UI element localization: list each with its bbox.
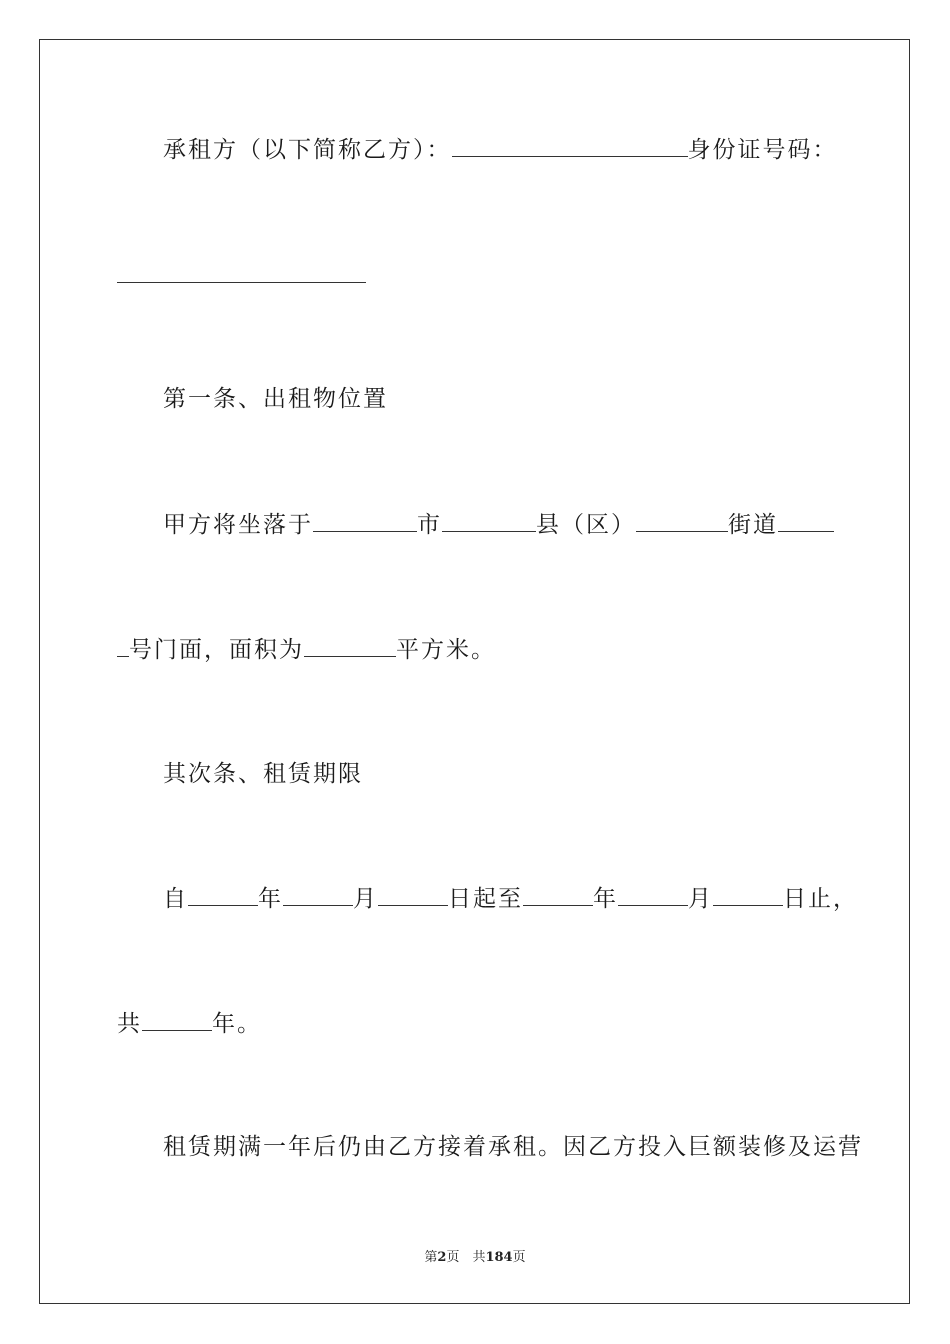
total-suffix: 年。 (212, 1011, 262, 1037)
area-line (117, 634, 496, 665)
year-label: 年 (258, 886, 283, 912)
street-blank[interactable] (636, 509, 728, 532)
end-day-blank[interactable] (713, 883, 783, 906)
footer-page-suffix: 页 (512, 1250, 526, 1265)
id-number-blank[interactable] (117, 282, 366, 283)
year-label-2: 年 (593, 886, 618, 912)
door-number-blank-1[interactable] (778, 509, 834, 532)
county-blank[interactable] (442, 509, 536, 532)
footer-page-number: 2 (437, 1250, 447, 1265)
start-month-blank[interactable] (283, 883, 353, 906)
footer-page-prefix: 第 (424, 1250, 438, 1265)
county-label: 县（区） (536, 512, 636, 538)
article2-title: 其次条、租赁期限 (163, 761, 363, 787)
day-to-label: 日止， (783, 886, 858, 912)
total-prefix: 共 (117, 1011, 142, 1037)
lessee-name-blank[interactable] (452, 134, 688, 157)
total-years-blank[interactable] (142, 1008, 212, 1031)
lessee-line (163, 134, 838, 165)
start-year-blank[interactable] (188, 883, 258, 906)
area-blank[interactable] (304, 634, 396, 657)
renewal-paragraph: 租赁期满一年后仍由乙方接着承租。因乙方投入巨额装修及运营 (163, 1134, 863, 1160)
date-range-line (163, 883, 858, 914)
location-prefix: 甲方将坐落于 (163, 512, 313, 538)
footer-total-pages: 184 (485, 1250, 513, 1265)
article1-title: 第一条、出租物位置 (163, 386, 388, 412)
city-blank[interactable] (313, 509, 417, 532)
day-from-label: 日起至 (448, 886, 523, 912)
page-border (39, 39, 910, 1304)
location-line (163, 509, 834, 540)
street-label: 街道 (728, 512, 778, 538)
from-label: 自 (163, 886, 188, 912)
id-label: 身份证号码： (687, 137, 838, 163)
city-label: 市 (417, 512, 442, 538)
end-year-blank[interactable] (523, 883, 593, 906)
door-suffix: 号门面，面积为 (129, 637, 304, 663)
door-number-blank-2[interactable] (117, 634, 129, 657)
month-label: 月 (353, 886, 378, 912)
lessee-label: 承租方（以下简称乙方）： (163, 137, 452, 163)
area-unit: 平方米。 (396, 637, 496, 663)
footer-page-mid: 页 共 (446, 1250, 486, 1265)
start-day-blank[interactable] (378, 883, 448, 906)
page-footer (0, 1246, 950, 1265)
month-label-2: 月 (688, 886, 713, 912)
total-years-line (117, 1008, 262, 1039)
end-month-blank[interactable] (618, 883, 688, 906)
